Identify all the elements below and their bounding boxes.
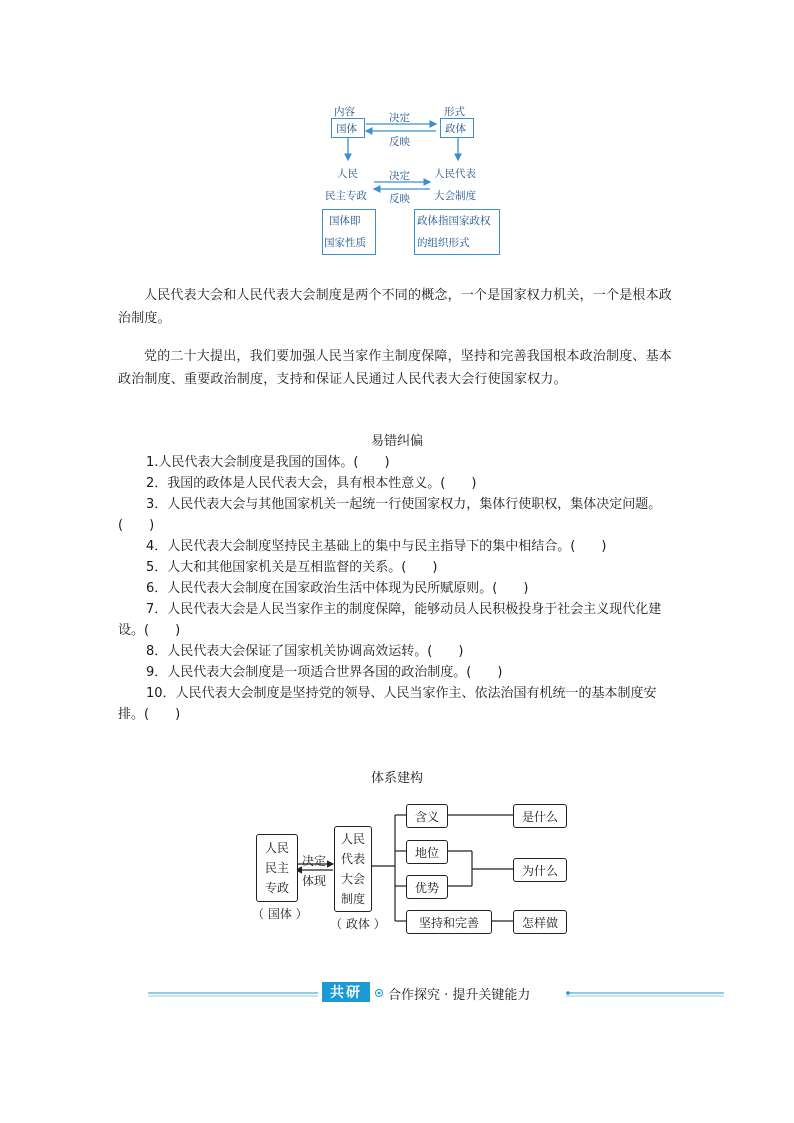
- npc-line1: 人民代表: [434, 168, 476, 180]
- error-item-2: 2．我国的政体是人民代表大会，具有根本性意义。( ): [146, 476, 477, 491]
- error-item-7: 7．人民代表大会是人民当家作主的制度保障，能够动员人民积极投身于社会主义现代化建设。( ): [118, 602, 662, 638]
- system-title: 体系建构: [370, 771, 423, 786]
- error-item-10: 10．人民代表大会制度是坚持党的领导、人民当家作主、依法治国有机统一的基本制度安排。( ): [118, 686, 657, 722]
- npc-system-line3: 大会: [340, 872, 365, 886]
- npc-system-line2: 代表: [340, 852, 365, 866]
- banner-badge: 共研: [322, 982, 370, 1002]
- npc-system-line1: 人民: [340, 832, 365, 846]
- guoti-text: 国体: [336, 123, 357, 135]
- question-how: 怎样做: [513, 910, 567, 934]
- errors-title: 易错纠偏: [370, 434, 423, 449]
- branch-uphold-improve: 坚持和完善: [406, 910, 492, 934]
- error-item-6: 6．人民代表大会制度在国家政治生活中体现为民所赋原则。( ): [146, 581, 529, 596]
- dictatorship-line1: 人民: [264, 841, 289, 855]
- branch-meaning: 含义: [406, 804, 448, 828]
- banner-text: 合作探究 · 提升关键能力: [388, 988, 531, 1003]
- error-item-5: 5．人大和其他国家机关是互相监督的关系。( ): [146, 560, 438, 575]
- dictatorship-line2: 民主: [264, 861, 289, 875]
- note-left-line2: 国家性质: [324, 237, 366, 249]
- npc-system-line4: 制度: [340, 892, 365, 906]
- decides-label: 决定: [302, 854, 327, 868]
- note-right-line2: 的组织形式: [417, 237, 470, 249]
- form-label: 形式: [444, 106, 465, 118]
- people-line1: 人民: [337, 168, 358, 180]
- content-label: 内容: [334, 106, 355, 118]
- npc-line2: 大会制度: [434, 190, 476, 202]
- paragraph-twentieth-congress: 党的二十大提出，我们要加强人民当家作主制度保障，坚持和完善我国根本政治制度、基本政治制度、重要政治制度，支持和保证人民通过人民代表大会行使国家权力。: [118, 349, 673, 387]
- system-diagram-lines: [0, 780, 794, 950]
- decides-label-top: 决定: [389, 112, 410, 124]
- reflects-label-mid: 反映: [389, 193, 410, 205]
- decides-label-mid: 决定: [389, 170, 410, 182]
- error-item-3: 3．人民代表大会与其他国家机关一起统一行使国家权力，集体行使职权，集体决定问题。( ): [118, 497, 662, 533]
- zhengti-caption: （ 政体 ）: [330, 917, 386, 931]
- question-what: 是什么: [513, 804, 567, 828]
- error-item-4: 4．人民代表大会制度坚持民主基础上的集中与民主指导下的集中相结合。( ): [146, 539, 607, 554]
- npc-system-box: [334, 826, 372, 912]
- error-item-9: 9．人民代表大会制度是一项适合世界各国的政治制度。( ): [146, 665, 503, 680]
- zhengti-text: 政体: [445, 123, 466, 135]
- error-item-8: 8．人民代表大会保证了国家机关协调高效运转。( ): [146, 644, 464, 659]
- branch-advantage: 优势: [406, 875, 448, 899]
- error-item-1: 1.人民代表大会制度是我国的国体。( ): [146, 455, 390, 470]
- people-line2: 民主专政: [325, 190, 367, 202]
- question-why: 为什么: [513, 858, 567, 882]
- note-left-line1: 国体即: [329, 215, 361, 227]
- dictatorship-line3: 专政: [264, 881, 289, 895]
- embodies-label: 体现: [302, 874, 327, 888]
- paragraph-concepts: 人民代表大会和人民代表大会制度是两个不同的概念，一个是国家权力机关，一个是根本政治制度。: [118, 288, 673, 326]
- guoti-caption: （ 国体 ）: [252, 907, 308, 921]
- note-right-line1: 政体指国家政权: [417, 215, 491, 227]
- branch-status: 地位: [406, 840, 448, 864]
- dictatorship-box: [256, 834, 298, 902]
- reflects-label-top: 反映: [389, 136, 410, 148]
